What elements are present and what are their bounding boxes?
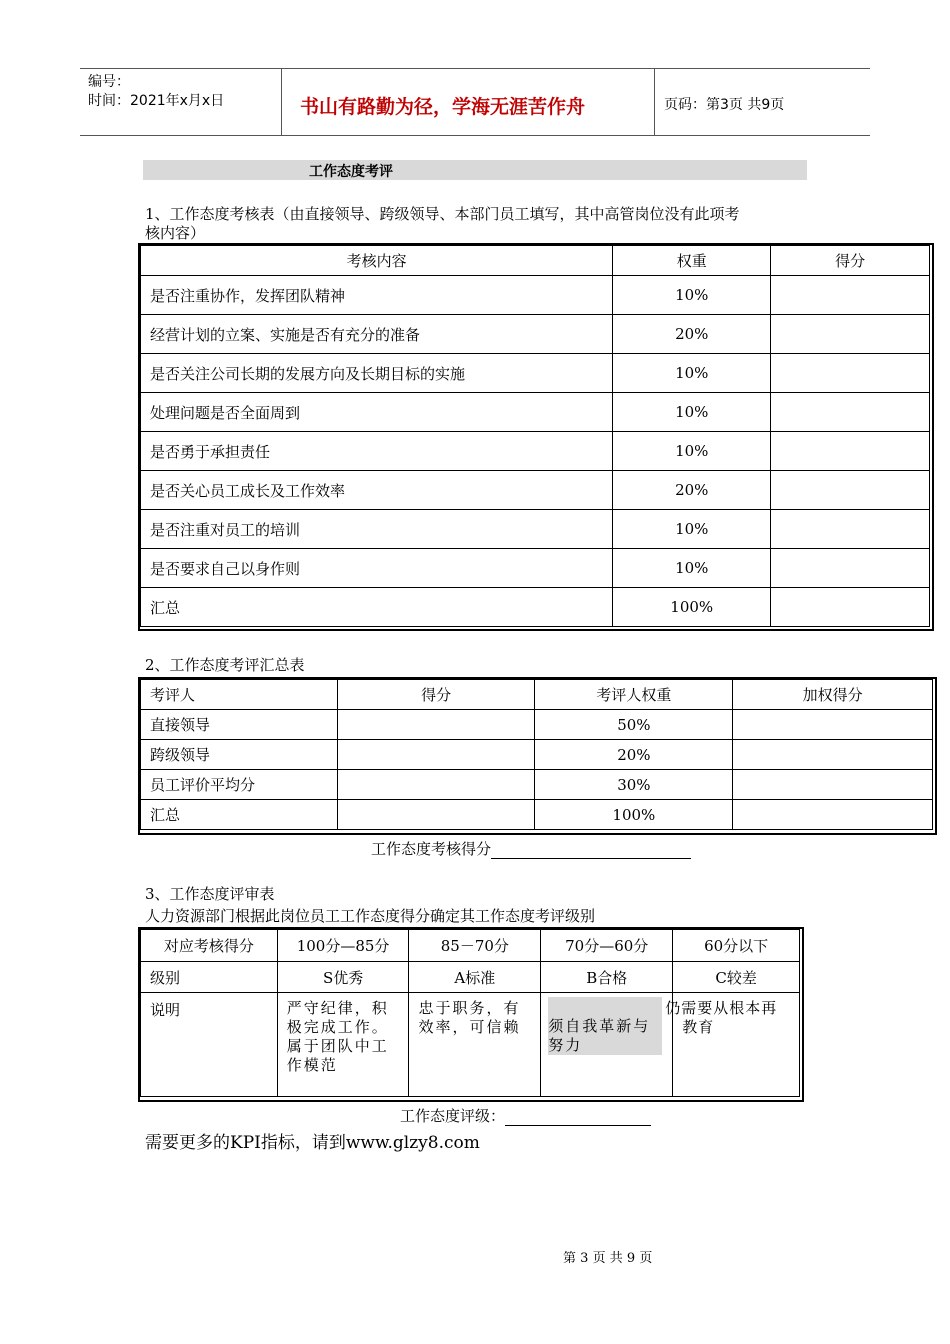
weight-cell: 10%: [613, 354, 771, 393]
score-cell[interactable]: [771, 510, 930, 549]
footer-text: 共: [609, 1251, 623, 1266]
rater-cell: 员工评价平均分: [141, 770, 338, 800]
attitude-score-line: [371, 838, 691, 859]
item-cell: 汇总: [141, 588, 613, 627]
header-cell: 60分以下: [673, 930, 800, 962]
weight-cell: 20%: [613, 471, 771, 510]
page-label: 页码：第3页 共9页: [664, 97, 785, 113]
level-label-cell: 级别: [141, 962, 278, 993]
item-cell: 处理问题是否全面周到: [141, 393, 613, 432]
attitude-level-label: 工作态度评级：: [400, 1107, 506, 1125]
item-cell: 经营计划的立案、实施是否有充分的准备: [141, 315, 613, 354]
table-header-row: [141, 680, 933, 710]
score-cell[interactable]: [337, 740, 535, 770]
attitude-level-line: [400, 1105, 651, 1126]
description-line: 属于团队中工: [286, 1037, 389, 1055]
description-line: 努力: [548, 1036, 583, 1054]
weighted-score-cell[interactable]: [733, 740, 933, 770]
table3-caption: 3、工作态度评审表: [145, 885, 275, 903]
table-row: [141, 710, 933, 740]
description-line: 教育: [682, 1018, 715, 1036]
table-row: [141, 510, 930, 549]
rater-cell: 跨级领导: [141, 740, 338, 770]
description-a-cell: [409, 993, 541, 1097]
description-c-cell: [665, 993, 800, 1097]
header-motto: 书山有路勤为径，学海无涯苦作舟: [300, 96, 586, 118]
header-cell: 对应考核得分: [141, 930, 278, 962]
header-bottom-rule: [80, 135, 870, 136]
section-title: 工作态度考评: [309, 164, 393, 180]
weight-cell: 30%: [535, 770, 733, 800]
weight-cell: 10%: [613, 393, 771, 432]
code-label: 编号：: [88, 74, 130, 90]
level-row: [141, 962, 800, 993]
table-row: [141, 393, 930, 432]
description-row: [141, 993, 800, 1097]
score-cell[interactable]: [771, 276, 930, 315]
attitude-assessment-table: [140, 245, 930, 627]
score-cell[interactable]: [337, 770, 535, 800]
table-header-row: [141, 930, 800, 962]
weight-cell: 50%: [535, 710, 733, 740]
description-label-cell: 说明: [141, 993, 278, 1097]
attitude-score-label: 工作态度考核得分: [371, 840, 492, 858]
score-cell[interactable]: [771, 588, 930, 627]
level-cell: A标准: [409, 962, 541, 993]
weight-cell: 20%: [613, 315, 771, 354]
item-cell: 是否勇于承担责任: [141, 432, 613, 471]
item-cell: 是否注重协作，发挥团队精神: [141, 276, 613, 315]
weighted-score-cell[interactable]: [733, 710, 933, 740]
score-cell[interactable]: [771, 432, 930, 471]
table-row: [141, 315, 930, 354]
footer-text: 第: [563, 1251, 577, 1266]
level-cell: C较差: [673, 962, 800, 993]
weight-cell: 20%: [535, 740, 733, 770]
attitude-score-blank[interactable]: [491, 842, 691, 859]
weight-cell: 10%: [613, 510, 771, 549]
footer-page-number: 3: [580, 1251, 589, 1266]
attitude-summary-table: [140, 679, 933, 830]
item-cell: 是否关心员工成长及工作效率: [141, 471, 613, 510]
header-cell: 85－70分: [409, 930, 541, 962]
level-cell: S优秀: [277, 962, 409, 993]
weight-cell: 10%: [613, 549, 771, 588]
description-line: 须自我革新与: [548, 1017, 651, 1035]
score-cell[interactable]: [771, 549, 930, 588]
table1-caption: 1、工作态度考核表（由直接领导、跨级领导、本部门员工填写，其中高管岗位没有此项考: [145, 205, 740, 223]
attitude-level-blank[interactable]: [505, 1109, 651, 1126]
score-cell[interactable]: [771, 354, 930, 393]
item-cell: 是否关注公司长期的发展方向及长期目标的实施: [141, 354, 613, 393]
table-row: [141, 588, 930, 627]
header-cell: 考核内容: [141, 246, 613, 276]
weight-cell: 10%: [613, 432, 771, 471]
weighted-score-cell[interactable]: [733, 800, 933, 830]
description-b-cell: [541, 993, 673, 1097]
item-cell: 是否注重对员工的培训: [141, 510, 613, 549]
table-row: [141, 471, 930, 510]
description-line: 作模范: [286, 1056, 338, 1074]
description-s-cell: [277, 993, 409, 1097]
table-row: [141, 740, 933, 770]
table-row: [141, 800, 933, 830]
weight-cell: 10%: [613, 276, 771, 315]
header-cell: 得分: [337, 680, 535, 710]
description-line: 效率，可信赖: [418, 1018, 521, 1036]
level-cell: B合格: [541, 962, 673, 993]
table-header-row: [141, 246, 930, 276]
weighted-score-cell[interactable]: [733, 770, 933, 800]
header-cell: 得分: [771, 246, 930, 276]
table-row: [141, 770, 933, 800]
kpi-note: 需要更多的KPI指标，请到www.glzy8.com: [145, 1133, 480, 1153]
description-line: 极完成工作。: [286, 1018, 389, 1036]
header-cell: 权重: [613, 246, 771, 276]
footer-total-pages: 9: [626, 1251, 636, 1266]
footer-text: 页: [639, 1251, 653, 1266]
header-cell: 考评人权重: [535, 680, 733, 710]
score-cell[interactable]: [771, 393, 930, 432]
table-row: [141, 432, 930, 471]
score-cell[interactable]: [337, 710, 535, 740]
header-divider: [281, 68, 282, 136]
table1-caption-cont: 核内容）: [145, 224, 206, 242]
rater-cell: 汇总: [141, 800, 338, 830]
description-line: 忠于职务，有: [418, 999, 521, 1017]
table2-caption: 2、工作态度考评汇总表: [145, 656, 305, 674]
description-line: 严守纪律，积: [286, 999, 389, 1017]
header-cell: 70分—60分: [541, 930, 673, 962]
score-cell[interactable]: [771, 471, 930, 510]
header-cell: 加权得分: [733, 680, 933, 710]
table3-subcaption: 人力资源部门根据此岗位员工工作态度得分确定其工作态度考评级别: [145, 907, 596, 925]
attitude-review-table: [140, 929, 800, 1097]
time-label: 时间：2021年x月x日: [88, 93, 225, 109]
table-row: [141, 354, 930, 393]
header-top-rule: [80, 68, 870, 69]
header-divider: [654, 68, 655, 136]
description-line: 仍需要从根本再: [665, 999, 778, 1017]
page-footer: [563, 1247, 652, 1266]
score-cell[interactable]: [771, 315, 930, 354]
header-cell: 考评人: [141, 680, 338, 710]
footer-text: 页: [592, 1251, 606, 1266]
header-cell: 100分—85分: [277, 930, 409, 962]
score-cell[interactable]: [337, 800, 535, 830]
weight-cell: 100%: [535, 800, 733, 830]
weight-cell: 100%: [613, 588, 771, 627]
item-cell: 是否要求自己以身作则: [141, 549, 613, 588]
description-highlight: [548, 997, 662, 1055]
rater-cell: 直接领导: [141, 710, 338, 740]
table-row: [141, 276, 930, 315]
table-row: [141, 549, 930, 588]
section-title-bar: [143, 160, 807, 180]
